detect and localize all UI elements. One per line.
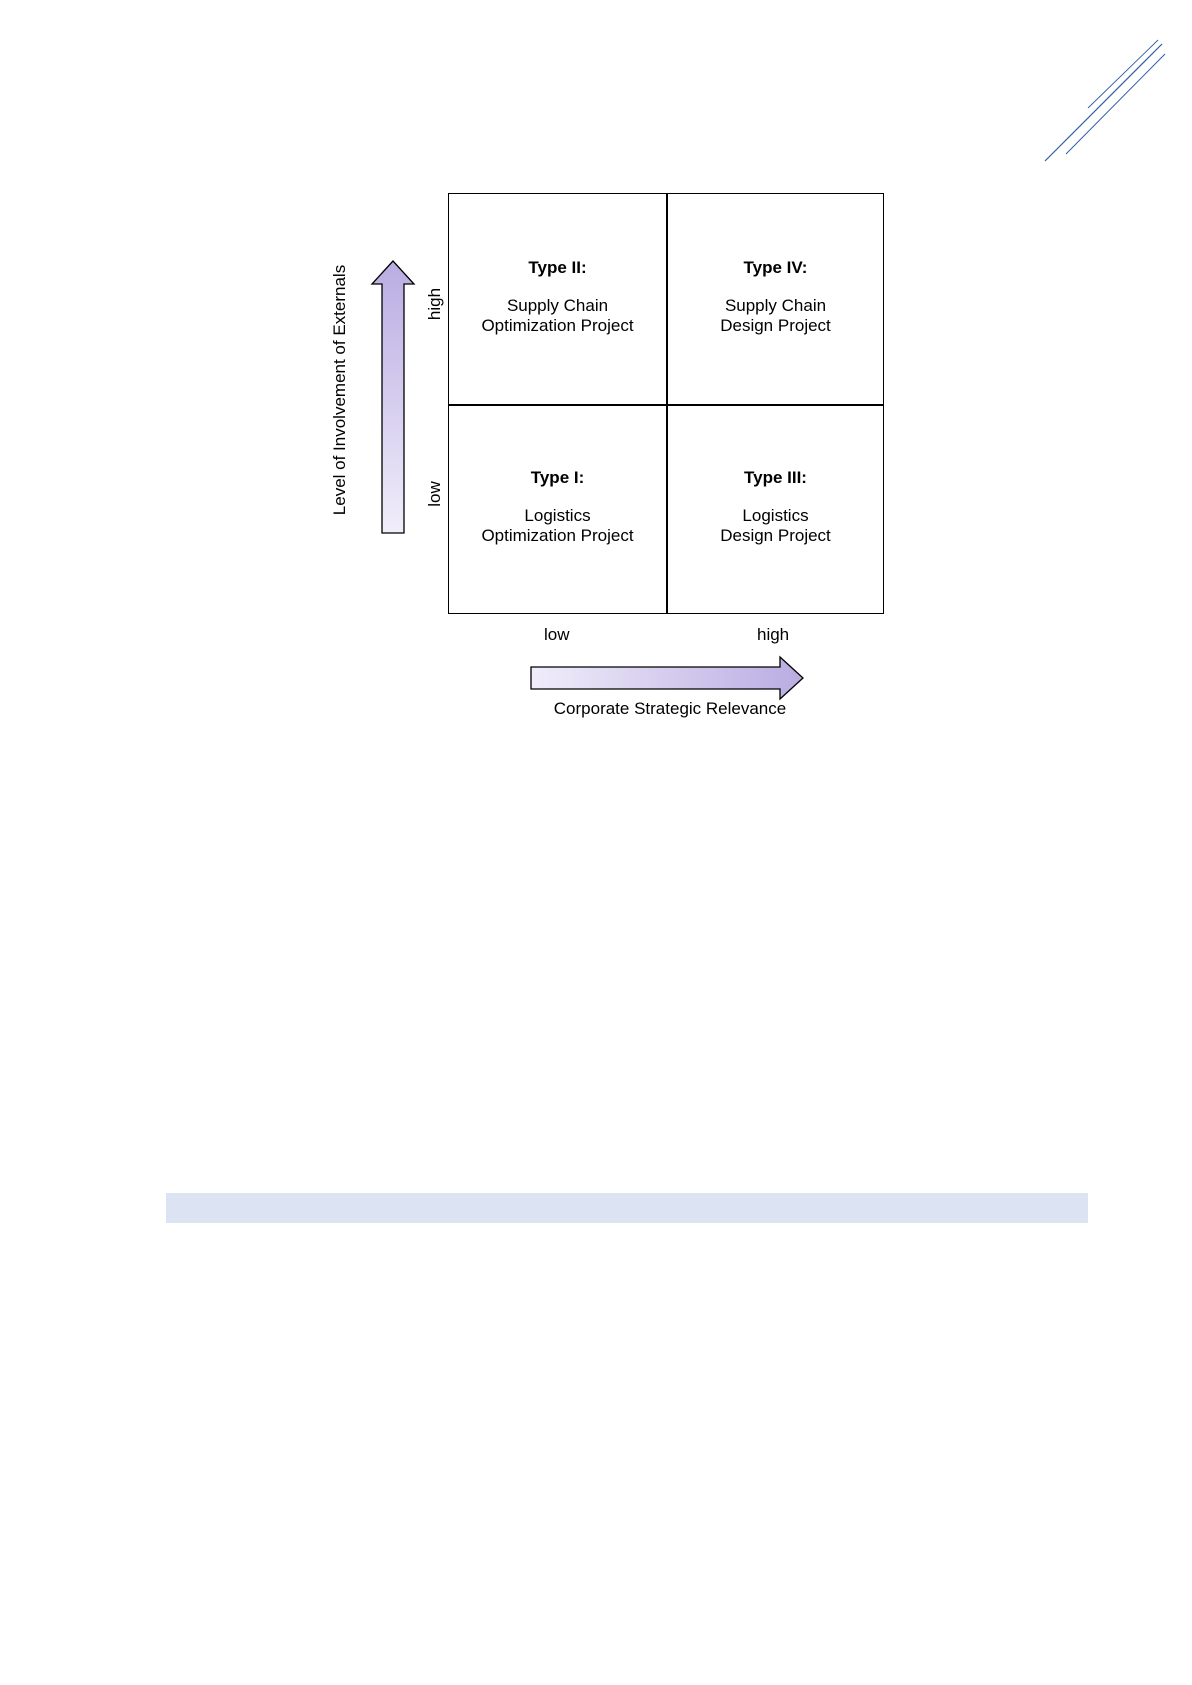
corner-decoration-lines [1040,36,1170,166]
x-axis-title: Corporate Strategic Relevance [553,699,787,718]
quadrant-title: Type II: [528,258,587,277]
quadrant-line: Design Project [720,526,831,545]
quadrant-title: Type I: [530,468,585,487]
quadrant-line: Supply Chain [724,296,827,315]
y-axis-arrow-icon [370,259,416,534]
quadrant-title: Type IV: [743,258,808,277]
quadrant-type-ii [449,258,666,336]
quadrant-line: Optimization Project [481,526,634,545]
y-axis-high-label: high [425,287,444,321]
quadrant-line: Logistics [524,506,591,525]
quadrant-line: Optimization Project [481,316,634,335]
x-axis-high-label: high [757,625,790,644]
matrix-horizontal-divider [449,404,883,406]
section-band [166,1193,1088,1223]
quadrant-line: Supply Chain [506,296,609,315]
quadrant-title: Type III: [744,468,807,487]
quadrant-matrix [448,193,884,614]
quadrant-type-iv [667,258,884,336]
x-axis-low-label: low [544,625,570,644]
quadrant-line: Design Project [720,316,831,335]
y-axis-low-label: low [425,481,444,507]
x-axis-arrow-icon [530,655,805,701]
quadrant-type-iii [667,468,884,546]
quadrant-line: Logistics [742,506,809,525]
quadrant-type-i [449,468,666,546]
y-axis-title: Level of Involvement of Externals [330,264,349,516]
